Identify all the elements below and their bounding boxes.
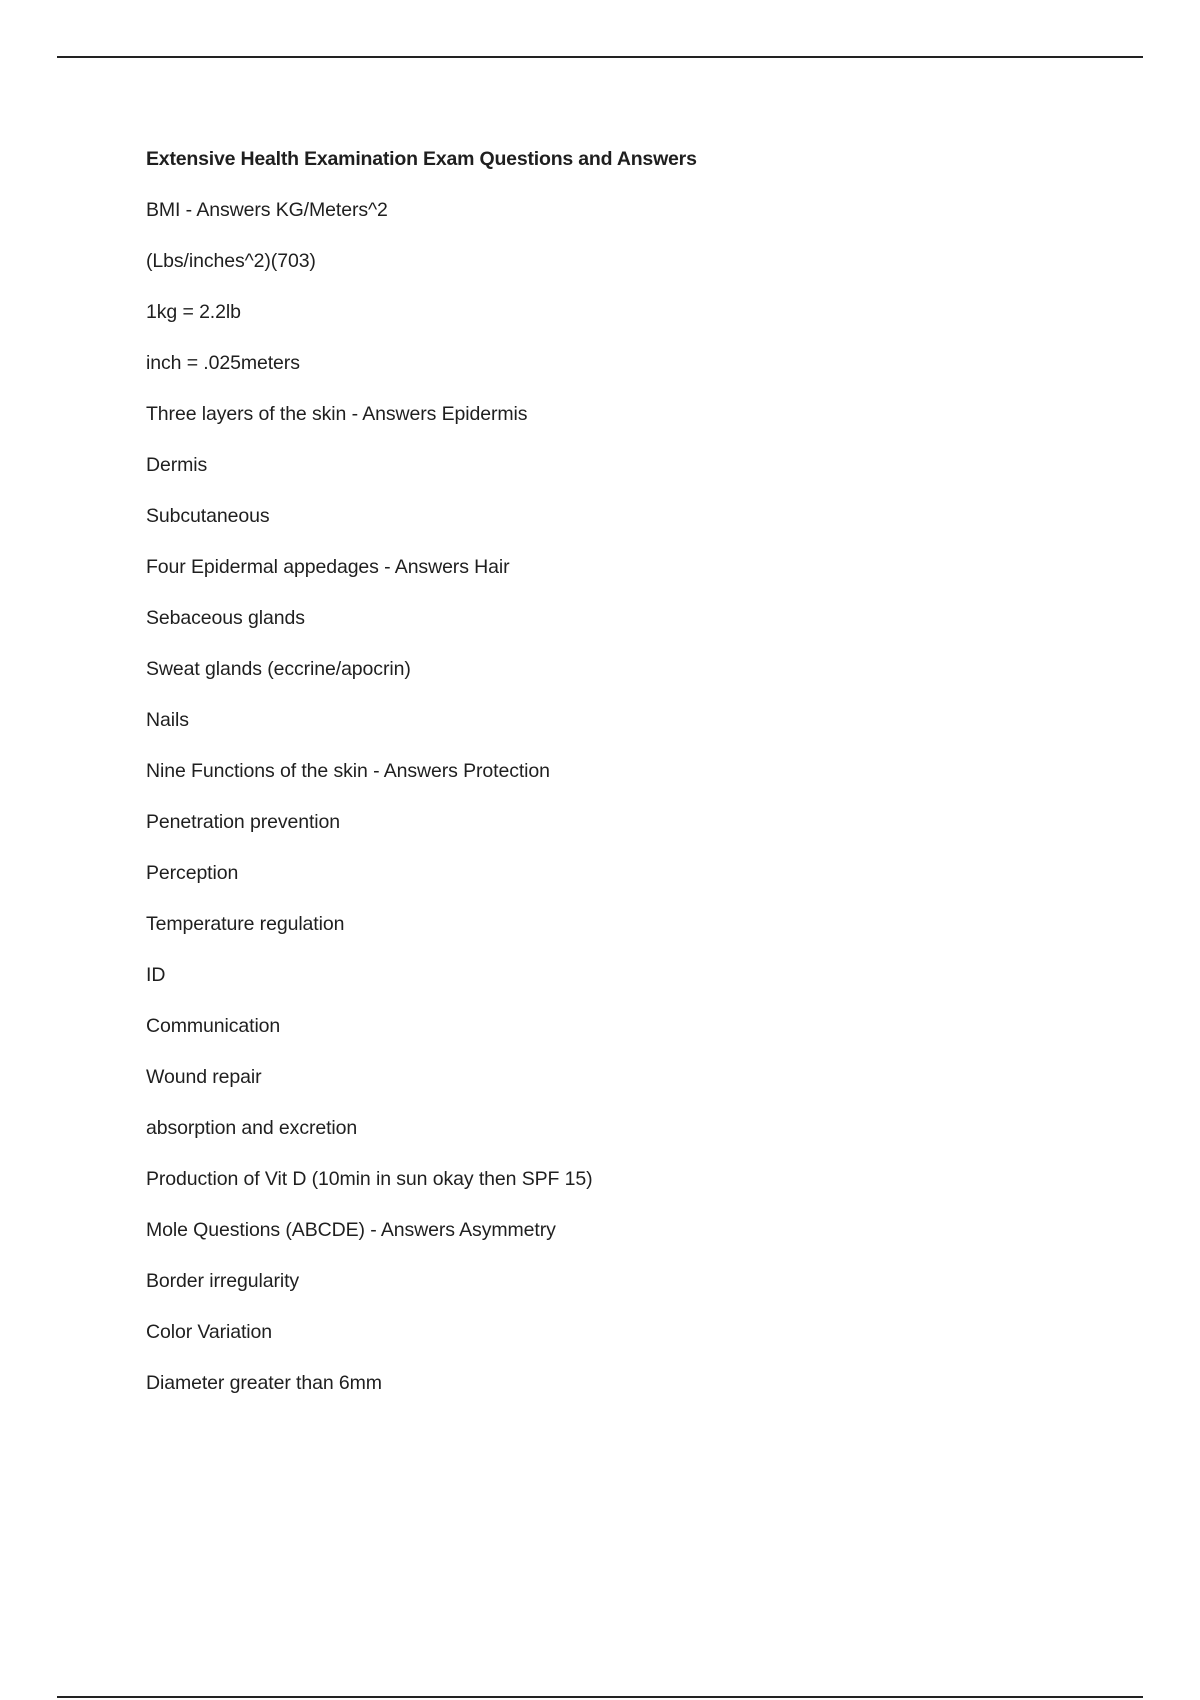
text-line: Sweat glands (eccrine/apocrin) (146, 658, 411, 680)
text-line: inch = .025meters (146, 352, 300, 374)
text-line: 1kg = 2.2lb (146, 301, 241, 323)
text-line: Perception (146, 862, 239, 884)
text-line: Nails (146, 709, 189, 731)
text-line: Nine Functions of the skin - Answers Protection (146, 760, 550, 782)
document-title: Extensive Health Examination Exam Questions and Answers (146, 148, 697, 170)
text-line: Diameter greater than 6mm (146, 1372, 382, 1394)
footer-rule (57, 1696, 1143, 1698)
text-line: absorption and excretion (146, 1117, 358, 1139)
text-line: Production of Vit D (10min in sun okay then SPF 15) (146, 1168, 593, 1190)
header-rule (57, 56, 1143, 58)
document-body (146, 143, 1086, 1399)
text-line: Sebaceous glands (146, 607, 305, 629)
text-line: Four Epidermal appedages - Answers Hair (146, 556, 510, 578)
text-line: (Lbs/inches^2)(703) (146, 250, 316, 272)
text-line: Dermis (146, 454, 208, 476)
text-line: Subcutaneous (146, 505, 270, 527)
text-line: Three layers of the skin - Answers Epidermis (146, 403, 528, 425)
text-line: Temperature regulation (146, 913, 345, 935)
text-line: Mole Questions (ABCDE) - Answers Asymmetry (146, 1219, 556, 1241)
text-line: Penetration prevention (146, 811, 341, 833)
text-line: BMI - Answers KG/Meters^2 (146, 199, 388, 221)
text-line: Communication (146, 1015, 281, 1037)
text-line: Color Variation (146, 1321, 273, 1343)
text-line: Wound repair (146, 1066, 262, 1088)
text-line: Border irregularity (146, 1270, 300, 1292)
document-lines (146, 194, 1086, 1399)
text-line: ID (146, 964, 166, 986)
